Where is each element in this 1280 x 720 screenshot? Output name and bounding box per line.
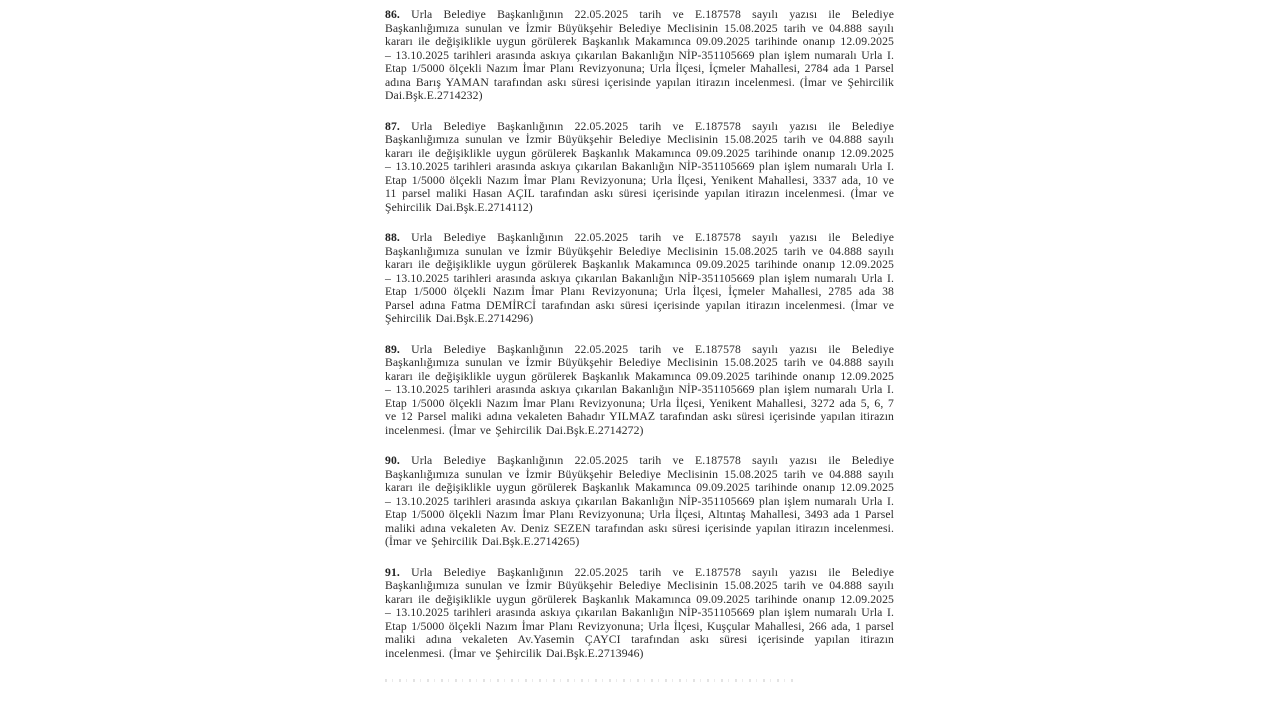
agenda-item-88 <box>385 231 894 326</box>
agenda-item-90 <box>385 454 894 549</box>
page-bottom-cutoff-artifact <box>385 679 795 682</box>
agenda-item-91 <box>385 566 894 661</box>
agenda-item-body: Urla Belediye Başkanlığının 22.05.2025 tarih ve E.187578 sayılı yazısı ile Belediye Başkanlığımıza sunulan ve İzmir Büyükşehir Belediye Meclisinin 15.08.2025 tarih ve 04.888 sayılı kararı ile değişiklikle uygun görülerek Başkanlık Makamınca 09.09.2025 tarihinde onanıp 12.09.2025 – 13.10.2025 tarihleri arasında askıya çıkarılan Bakanlığın NİP-351105669 plan işlem numaralı Urla I. Etap 1/5000 ölçekli Nazım İmar Planı Revizyonuna; Urla İlçesi, Altıntaş Mahallesi, 3493 ada 1 Parsel maliki adına vekaleten Av. Deniz SEZEN tarafından askı süresi içerisinde yapılan itirazın incelenmesi. (İmar ve Şehircilik Dai.Bşk.E.2714265) <box>385 454 894 548</box>
agenda-item-body: Urla Belediye Başkanlığının 22.05.2025 tarih ve E.187578 sayılı yazısı ile Belediye Başkanlığımıza sunulan ve İzmir Büyükşehir Belediye Meclisinin 15.08.2025 tarih ve 04.888 sayılı kararı ile değişiklikle uygun görülerek Başkanlık Makamınca 09.09.2025 tarihinde onanıp 12.09.2025 – 13.10.2025 tarihleri arasında askıya çıkarılan Bakanlığın NİP-351105669 plan işlem numaralı Urla I. Etap 1/5000 ölçekli Nazım İmar Planı Revizyonuna; Urla İlçesi, Yenikent Mahallesi, 3337 ada, 10 ve 11 parsel maliki Hasan AÇIL tarafından askı süresi içerisinde yapılan itirazın incelenmesi. (İmar ve Şehircilik Dai.Bşk.E.2714112) <box>385 119 894 214</box>
agenda-item-body: Urla Belediye Başkanlığının 22.05.2025 tarih ve E.187578 sayılı yazısı ile Belediye Başkanlığımıza sunulan ve İzmir Büyükşehir Belediye Meclisinin 15.08.2025 tarih ve 04.888 sayılı kararı ile değişiklikle uygun görülerek Başkanlık Makamınca 09.09.2025 tarihinde onanıp 12.09.2025 – 13.10.2025 tarihleri arasında askıya çıkarılan Bakanlığın NİP-351105669 plan işlem numaralı Urla I. Etap 1/5000 ölçekli Nazım İmar Planı Revizyonuna; Urla İlçesi, İçmeler Mahallesi, 2785 ada 38 Parsel adına Fatma DEMİRCİ tarafından askı süresi içerisinde yapılan itirazın incelenmesi. (İmar ve Şehircilik Dai.Bşk.E.2714296) <box>385 231 894 325</box>
agenda-item-number: 88. <box>385 231 400 244</box>
agenda-item-number: 91. <box>385 565 400 579</box>
agenda-item-89 <box>385 343 894 438</box>
agenda-item-body: Urla Belediye Başkanlığının 22.05.2025 tarih ve E.187578 sayılı yazısı ile Belediye Başkanlığımıza sunulan ve İzmir Büyükşehir Belediye Meclisinin 15.08.2025 tarih ve 04.888 sayılı kararı ile değişiklikle uygun görülerek Başkanlık Makamınca 09.09.2025 tarihinde onanıp 12.09.2025 – 13.10.2025 tarihleri arasında askıya çıkarılan Bakanlığın NİP-351105669 plan işlem numaralı Urla I. Etap 1/5000 ölçekli Nazım İmar Planı Revizyonuna; Urla İlçesi, Kuşçular Mahallesi, 266 ada, 1 parsel maliki adına vekaleten Av.Yasemin ÇAYCI tarafından askı süresi içerisinde yapılan itirazın incelenmesi. (İmar ve Şehircilik Dai.Bşk.E.2713946) <box>385 565 894 660</box>
agenda-item-86 <box>385 8 894 103</box>
agenda-text-column <box>385 8 894 677</box>
agenda-item-number: 90. <box>385 454 400 467</box>
agenda-item-body: Urla Belediye Başkanlığının 22.05.2025 tarih ve E.187578 sayılı yazısı ile Belediye Başkanlığımıza sunulan ve İzmir Büyükşehir Belediye Meclisinin 15.08.2025 tarih ve 04.888 sayılı kararı ile değişiklikle uygun görülerek Başkanlık Makamınca 09.09.2025 tarihinde onanıp 12.09.2025 – 13.10.2025 tarihleri arasında askıya çıkarılan Bakanlığın NİP-351105669 plan işlem numaralı Urla I. Etap 1/5000 ölçekli Nazım İmar Planı Revizyonuna; Urla İlçesi, Yenikent Mahallesi, 3272 ada 5, 6, 7 ve 12 Parsel maliki adına vekaleten Bahadır YILMAZ tarafından askı süresi içerisinde yapılan itirazın incelenmesi. (İmar ve Şehircilik Dai.Bşk.E.2714272) <box>385 342 894 437</box>
agenda-item-body: Urla Belediye Başkanlığının 22.05.2025 tarih ve E.187578 sayılı yazısı ile Belediye Başkanlığımıza sunulan ve İzmir Büyükşehir Belediye Meclisinin 15.08.2025 tarih ve 04.888 sayılı kararı ile değişiklikle uygun görülerek Başkanlık Makamınca 09.09.2025 tarihinde onanıp 12.09.2025 – 13.10.2025 tarihleri arasında askıya çıkarılan Bakanlığın NİP-351105669 plan işlem numaralı Urla I. Etap 1/5000 ölçekli Nazım İmar Planı Revizyonuna; Urla İlçesi, İçmeler Mahallesi, 2784 ada 1 Parsel adına Barış YAMAN tarafından askı süresi içerisinde yapılan itirazın incelenmesi. (İmar ve Şehircilik Dai.Bşk.E.2714232) <box>385 8 894 102</box>
agenda-item-number: 86. <box>385 8 400 21</box>
agenda-item-number: 87. <box>385 119 400 133</box>
agenda-item-87 <box>385 120 894 215</box>
agenda-item-number: 89. <box>385 342 400 356</box>
